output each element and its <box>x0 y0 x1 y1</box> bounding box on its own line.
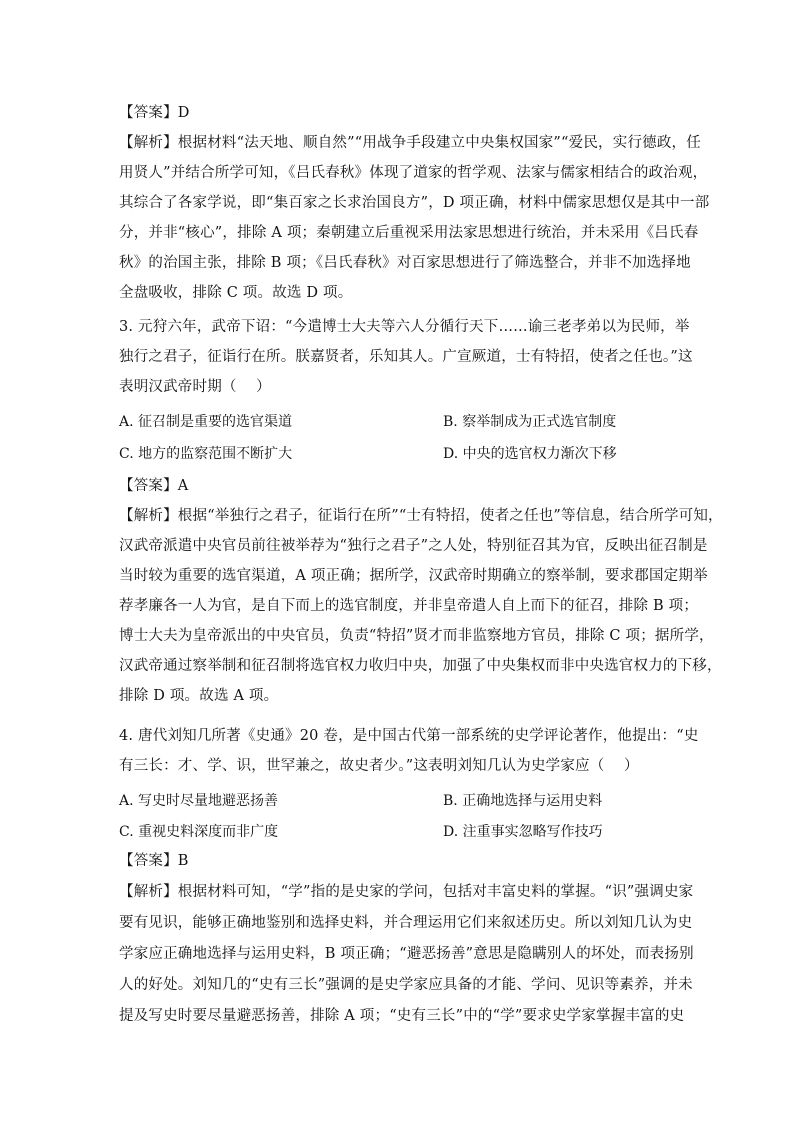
q3-analysis-line: 博士大夫为皇帝派出的中央官员，负责“特招”贤才而非监察地方官员，排除 C 项；据所学， <box>119 628 714 644</box>
q3-stem-line: 表明汉武帝时期（ ） <box>119 379 271 395</box>
q4-analysis-line: 【解析】根据材料可知，“学”指的是史家的学问，包括对丰富史料的掌握。“识”强调史家 <box>119 884 694 900</box>
q3-analysis-line: 【解析】根据“举独行之君子，征诣行在所”“士有特招，使者之任也”等信息，结合所学可知， <box>119 508 723 524</box>
q4-analysis-line: 学家应正确地选择与运用史料，B 项正确；“避恶扬善”意思是隐瞒别人的坏处，而表扬别 <box>119 946 694 962</box>
q3-option-d: D. 中央的选官权力渐次下移 <box>443 446 617 462</box>
q3-analysis-line: 汉武帝派遣中央官员前往被举荐为“独行之君子”之人处，特别征召其为官，反映出征召制是 <box>119 538 708 554</box>
q4-option-c: C. 重视史料深度而非广度 <box>119 824 279 840</box>
q3-option-a: A. 征召制是重要的选官渠道 <box>119 414 293 430</box>
q4-option-d: D. 注重事实忽略写作技巧 <box>443 824 603 840</box>
q4-stem-line: 有三长：才、学、识，世罕兼之，故史者少。”这表明刘知几认为史学家应（ ） <box>119 758 639 774</box>
q4-analysis-line: 提及写史时要尽量避恶扬善，排除 A 项；“史有三长”中的“学”要求史学家掌握丰富的史 <box>119 1008 685 1024</box>
q2-analysis-line: 其综合了各家学说，即“集百家之长求治国良方”，D 项正确，材料中儒家思想仅是其中一部 <box>119 195 710 211</box>
q2-analysis-line: 【解析】根据材料“法天地、顺自然”“用战争手段建立中央集权国家”“爱民，实行德政，任 <box>119 135 701 151</box>
q2-analysis-line: 用贤人”并结合所学可知，《吕氏春秋》体现了道家的哲学观、法家与儒家相结合的政治观， <box>119 165 708 181</box>
q3-stem-line: 独行之君子，征诣行在所。朕嘉贤者，乐知其人。广宣厥道，士有特招，使者之任也。”这 <box>119 349 693 365</box>
q3-analysis-line: 荐孝廉各一人为官，是自下而上的选官制度，并非皇帝遣人自上而下的征召，排除 B 项； <box>119 598 699 614</box>
q3-analysis-line: 汉武帝通过察举制和征召制将选官权力收归中央，加强了中央集权而非中央选官权力的下移， <box>119 658 722 674</box>
q4-option-b: B. 正确地选择与运用史料 <box>443 793 603 809</box>
q3-answer: 【答案】A <box>119 478 189 494</box>
q4-analysis-line: 人的好处。刘知几的“史有三长”强调的是史学家应具备的才能、学问、见识等素养，并未 <box>119 977 693 993</box>
q4-answer: 【答案】B <box>119 853 189 869</box>
q4-analysis-line: 要有见识，能够正确地鉴别和选择史料，并合理运用它们来叙述历史。所以刘知几认为史 <box>119 915 693 931</box>
q2-analysis-line: 全盘吸收，排除 C 项。故选 D 项。 <box>119 285 353 301</box>
q3-analysis-line: 排除 D 项。故选 A 项。 <box>119 688 279 704</box>
q3-option-b: B. 察举制成为正式选官制度 <box>443 414 617 430</box>
q3-analysis-line: 当时较为重要的选官渠道，A 项正确；据所学，汉武帝时期确立的察举制，要求郡国定期举 <box>119 568 708 584</box>
q3-option-c: C. 地方的监察范围不断扩大 <box>119 446 293 462</box>
q2-analysis-line: 秋》的治国主张，排除 B 项；《吕氏春秋》对百家思想进行了筛选整合，并非不加选择地 <box>119 255 691 271</box>
q4-stem-line: 4. 唐代刘知几所著《史通》20 卷，是中国古代第一部系统的史学评论著作，他提出：“史 <box>119 728 699 744</box>
q2-answer: 【答案】D <box>119 105 190 121</box>
q4-option-a: A. 写史时尽量地避恶扬善 <box>119 793 279 809</box>
q2-analysis-line: 分，并非“核心”，排除 A 项；秦朝建立后重视采用法家思想进行统治，并未采用《吕氏春 <box>119 225 699 241</box>
q3-stem-line: 3. 元狩六年，武帝下诏：“今遣博士大夫等六人分循行天下……谕三老孝弟以为民师，举 <box>119 319 690 335</box>
